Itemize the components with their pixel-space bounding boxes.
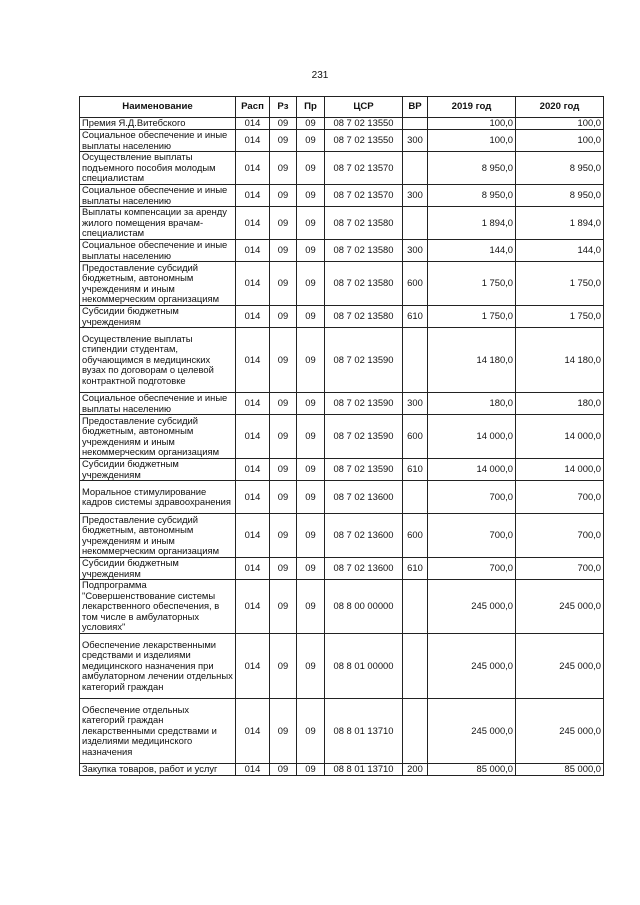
row-name: Закупка товаров, работ и услуг: [80, 764, 236, 776]
row-2019: 14 000,0: [428, 415, 516, 459]
row-csr: 08 7 02 13590: [325, 459, 403, 481]
table-row: [80, 240, 604, 262]
row-rz: 09: [270, 240, 297, 262]
header-row: [80, 97, 604, 118]
row-2020: 85 000,0: [516, 764, 604, 776]
row-2020: 1 750,0: [516, 306, 604, 328]
table-row: [80, 328, 604, 393]
row-2019: 700,0: [428, 558, 516, 580]
row-rasp: 014: [236, 262, 270, 306]
header-rasp: Расп: [236, 97, 270, 118]
table-row: [80, 130, 604, 152]
row-vr: [403, 634, 428, 699]
row-vr: 300: [403, 393, 428, 415]
header-vr: ВР: [403, 97, 428, 118]
table-row: [80, 634, 604, 699]
row-rz: 09: [270, 207, 297, 240]
row-pr: 09: [297, 328, 325, 393]
row-2020: 14 000,0: [516, 415, 604, 459]
row-rasp: 014: [236, 634, 270, 699]
table-row: [80, 580, 604, 634]
row-rasp: 014: [236, 481, 270, 514]
row-2020: 1 750,0: [516, 262, 604, 306]
row-2019: 85 000,0: [428, 764, 516, 776]
row-rasp: 014: [236, 207, 270, 240]
row-name: Социальное обеспечение и иные выплаты населению: [80, 130, 236, 152]
row-csr: 08 8 01 13710: [325, 699, 403, 764]
row-2019: 1 894,0: [428, 207, 516, 240]
row-rasp: 014: [236, 118, 270, 130]
header-csr: ЦСР: [325, 97, 403, 118]
row-rz: 09: [270, 306, 297, 328]
table-body: [80, 118, 604, 776]
row-2019: 14 180,0: [428, 328, 516, 393]
row-2019: 1 750,0: [428, 262, 516, 306]
table-row: [80, 306, 604, 328]
row-rz: 09: [270, 514, 297, 558]
header-2020: 2020 год: [516, 97, 604, 118]
table-row: [80, 118, 604, 130]
header-pr: Пр: [297, 97, 325, 118]
row-pr: 09: [297, 580, 325, 634]
row-rasp: 014: [236, 306, 270, 328]
row-csr: 08 7 02 13590: [325, 415, 403, 459]
row-rasp: 014: [236, 328, 270, 393]
row-vr: 600: [403, 514, 428, 558]
row-rasp: 014: [236, 580, 270, 634]
row-rasp: 014: [236, 130, 270, 152]
row-rz: 09: [270, 185, 297, 207]
row-pr: 09: [297, 634, 325, 699]
row-2019: 1 750,0: [428, 306, 516, 328]
row-2020: 180,0: [516, 393, 604, 415]
row-2019: 245 000,0: [428, 699, 516, 764]
row-rz: 09: [270, 634, 297, 699]
row-2020: 8 950,0: [516, 185, 604, 207]
row-csr: 08 8 00 00000: [325, 580, 403, 634]
row-2020: 1 894,0: [516, 207, 604, 240]
row-csr: 08 8 01 13710: [325, 764, 403, 776]
row-pr: 09: [297, 240, 325, 262]
row-2020: 700,0: [516, 481, 604, 514]
row-rz: 09: [270, 580, 297, 634]
row-pr: 09: [297, 393, 325, 415]
row-rasp: 014: [236, 415, 270, 459]
row-2019: 700,0: [428, 514, 516, 558]
row-rasp: 014: [236, 185, 270, 207]
row-name: Субсидии бюджетным учреждениям: [80, 459, 236, 481]
row-name: Субсидии бюджетным учреждениям: [80, 558, 236, 580]
row-csr: 08 7 02 13590: [325, 328, 403, 393]
row-vr: 610: [403, 306, 428, 328]
row-name: Предоставление субсидий бюджетным, автономным учреждениям и иным некоммерческим организациям: [80, 514, 236, 558]
row-rz: 09: [270, 699, 297, 764]
row-2019: 180,0: [428, 393, 516, 415]
row-rz: 09: [270, 393, 297, 415]
header-2019: 2019 год: [428, 97, 516, 118]
row-name: Обеспечение лекарственными средствами и изделиями медицинского назначения при амбулаторном лечении отдельных категорий граждан: [80, 634, 236, 699]
row-pr: 09: [297, 118, 325, 130]
row-csr: 08 7 02 13580: [325, 306, 403, 328]
row-name: Социальное обеспечение и иные выплаты населению: [80, 240, 236, 262]
row-2019: 144,0: [428, 240, 516, 262]
row-name: Подпрограмма "Совершенствование системы лекарственного обеспечения, в том числе в амбулаторных условиях": [80, 580, 236, 634]
table-row: [80, 207, 604, 240]
row-2020: 245 000,0: [516, 699, 604, 764]
row-vr: [403, 699, 428, 764]
row-csr: 08 7 02 13580: [325, 207, 403, 240]
table-row: [80, 152, 604, 185]
budget-table: [79, 96, 604, 776]
row-vr: 610: [403, 459, 428, 481]
row-csr: 08 7 02 13550: [325, 130, 403, 152]
row-2019: 700,0: [428, 481, 516, 514]
table-row: [80, 481, 604, 514]
row-2020: 14 180,0: [516, 328, 604, 393]
row-rasp: 014: [236, 764, 270, 776]
row-rasp: 014: [236, 699, 270, 764]
row-pr: 09: [297, 514, 325, 558]
table-row: [80, 764, 604, 776]
table-row: [80, 262, 604, 306]
row-vr: 300: [403, 240, 428, 262]
row-pr: 09: [297, 306, 325, 328]
table-row: [80, 514, 604, 558]
row-csr: 08 7 02 13600: [325, 514, 403, 558]
row-2019: 100,0: [428, 118, 516, 130]
row-pr: 09: [297, 481, 325, 514]
row-csr: 08 7 02 13580: [325, 262, 403, 306]
row-csr: 08 7 02 13570: [325, 152, 403, 185]
row-2020: 14 000,0: [516, 459, 604, 481]
row-pr: 09: [297, 130, 325, 152]
row-vr: [403, 580, 428, 634]
table-row: [80, 558, 604, 580]
row-rz: 09: [270, 459, 297, 481]
row-rasp: 014: [236, 152, 270, 185]
row-pr: 09: [297, 558, 325, 580]
row-csr: 08 7 02 13600: [325, 481, 403, 514]
row-rasp: 014: [236, 459, 270, 481]
row-name: Социальное обеспечение и иные выплаты населению: [80, 393, 236, 415]
row-name: Осуществление выплаты стипендии студентам, обучающимся в медицинских вузах по договорам о целевой контрактной подготовке: [80, 328, 236, 393]
row-name: Предоставление субсидий бюджетным, автономным учреждениям и иным некоммерческим организациям: [80, 262, 236, 306]
row-2019: 245 000,0: [428, 580, 516, 634]
row-name: Моральное стимулирование кадров системы здравоохранения: [80, 481, 236, 514]
row-2020: 245 000,0: [516, 580, 604, 634]
row-2019: 8 950,0: [428, 152, 516, 185]
row-name: Премия Я.Д.Витебского: [80, 118, 236, 130]
row-pr: 09: [297, 262, 325, 306]
row-csr: 08 8 01 00000: [325, 634, 403, 699]
row-vr: 600: [403, 262, 428, 306]
row-vr: [403, 207, 428, 240]
header-name: Наименование: [80, 97, 236, 118]
row-vr: 200: [403, 764, 428, 776]
row-rasp: 014: [236, 393, 270, 415]
row-pr: 09: [297, 207, 325, 240]
row-rz: 09: [270, 328, 297, 393]
row-csr: 08 7 02 13550: [325, 118, 403, 130]
row-name: Социальное обеспечение и иные выплаты населению: [80, 185, 236, 207]
row-rz: 09: [270, 481, 297, 514]
row-pr: 09: [297, 415, 325, 459]
row-2020: 700,0: [516, 558, 604, 580]
row-pr: 09: [297, 459, 325, 481]
row-pr: 09: [297, 152, 325, 185]
row-rz: 09: [270, 262, 297, 306]
row-2020: 700,0: [516, 514, 604, 558]
row-2020: 100,0: [516, 130, 604, 152]
row-name: Субсидии бюджетным учреждениям: [80, 306, 236, 328]
row-csr: 08 7 02 13600: [325, 558, 403, 580]
row-2019: 245 000,0: [428, 634, 516, 699]
header-rz: Рз: [270, 97, 297, 118]
row-rz: 09: [270, 118, 297, 130]
row-name: Выплаты компенсации за аренду жилого помещения врачам-специалистам: [80, 207, 236, 240]
row-vr: 610: [403, 558, 428, 580]
row-rasp: 014: [236, 558, 270, 580]
row-csr: 08 7 02 13590: [325, 393, 403, 415]
row-rz: 09: [270, 558, 297, 580]
row-csr: 08 7 02 13580: [325, 240, 403, 262]
row-vr: 600: [403, 415, 428, 459]
row-2019: 14 000,0: [428, 459, 516, 481]
row-csr: 08 7 02 13570: [325, 185, 403, 207]
row-rz: 09: [270, 415, 297, 459]
row-vr: [403, 328, 428, 393]
row-rasp: 014: [236, 240, 270, 262]
row-rz: 09: [270, 130, 297, 152]
row-2019: 8 950,0: [428, 185, 516, 207]
page-number: 231: [311, 70, 329, 81]
row-vr: [403, 118, 428, 130]
row-name: Предоставление субсидий бюджетным, автономным учреждениям и иным некоммерческим организациям: [80, 415, 236, 459]
row-rasp: 014: [236, 514, 270, 558]
row-name: Обеспечение отдельных категорий граждан лекарственными средствами и изделиями медицинского назначения: [80, 699, 236, 764]
row-vr: 300: [403, 185, 428, 207]
row-2020: 144,0: [516, 240, 604, 262]
row-name: Осуществление выплаты подъемного пособия молодым специалистам: [80, 152, 236, 185]
table-row: [80, 185, 604, 207]
table-row: [80, 459, 604, 481]
table-row: [80, 699, 604, 764]
row-2019: 100,0: [428, 130, 516, 152]
row-rz: 09: [270, 764, 297, 776]
row-2020: 8 950,0: [516, 152, 604, 185]
table-row: [80, 393, 604, 415]
row-pr: 09: [297, 764, 325, 776]
row-vr: [403, 152, 428, 185]
row-vr: [403, 481, 428, 514]
row-2020: 100,0: [516, 118, 604, 130]
row-pr: 09: [297, 185, 325, 207]
table-row: [80, 415, 604, 459]
row-2020: 245 000,0: [516, 634, 604, 699]
row-pr: 09: [297, 699, 325, 764]
row-vr: 300: [403, 130, 428, 152]
row-rz: 09: [270, 152, 297, 185]
